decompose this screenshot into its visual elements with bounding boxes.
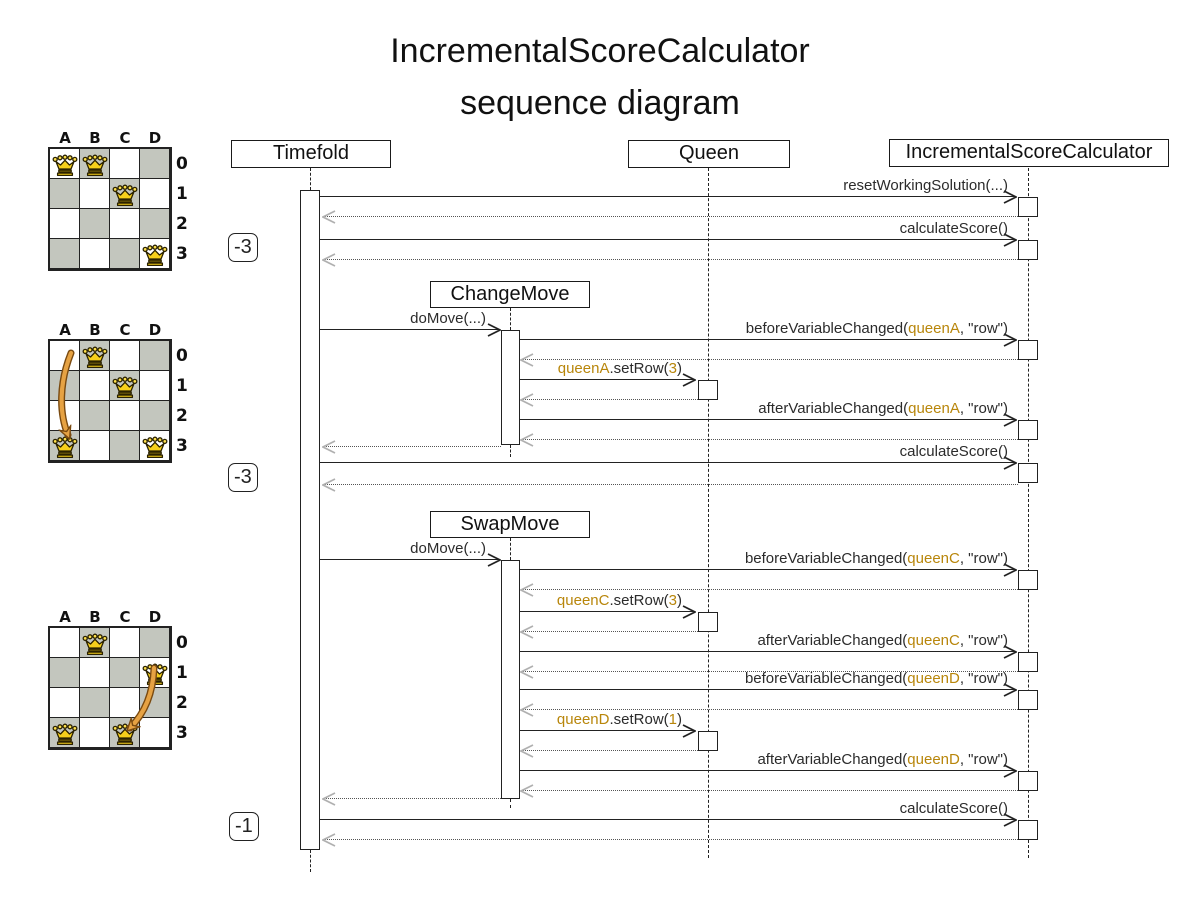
message-text: calculateScore() [899, 443, 1008, 460]
board-cell [80, 209, 110, 239]
change-move-return [324, 446, 501, 447]
message-text: , "row") [959, 550, 1008, 567]
board-row-label: 3 [176, 436, 188, 456]
isc-activation-box [1018, 197, 1038, 217]
board-column-label: A [59, 608, 71, 626]
calculate-score-3-return [324, 839, 1018, 840]
lifeline-header-timefold: Timefold [231, 140, 391, 168]
after-variable-changed-queen-a-return [522, 439, 1018, 440]
board-cell [110, 209, 140, 239]
calculate-score-1-arrow [320, 239, 1016, 240]
board-row-label: 0 [176, 633, 188, 653]
arrowhead-icon [682, 604, 696, 620]
message-text: calculateScore() [899, 220, 1008, 237]
board-row-label: 1 [176, 663, 188, 683]
board-row-label: 0 [176, 346, 188, 366]
board-cell [50, 179, 80, 209]
change-move-activation-bar [501, 330, 520, 445]
message-text: .setRow( [609, 711, 669, 728]
queen-activation-box [698, 731, 718, 751]
board-row-label: 1 [176, 184, 188, 204]
queen-icon [112, 182, 138, 208]
message-text: .setRow( [609, 592, 669, 609]
queen-activation-box [698, 612, 718, 632]
board-cell [140, 179, 170, 209]
message-text: beforeVariableChanged( [745, 320, 909, 337]
board-cell [140, 209, 170, 239]
do-move-swap-arrow [320, 559, 500, 560]
return-arrowhead-icon [322, 209, 336, 225]
board-cell [80, 239, 110, 269]
isc-activation-box [1018, 652, 1038, 672]
return-arrowhead-icon [520, 432, 534, 448]
score-badge: -1 [229, 812, 259, 841]
swap-move-lifeline [510, 538, 511, 560]
board-cell [110, 149, 140, 179]
message-text: .setRow( [609, 360, 669, 377]
after-variable-changed-queen-d-arrow [520, 770, 1016, 771]
message-text: queenC [907, 632, 960, 649]
message-text: 3 [668, 592, 677, 609]
queen-a-set-row-return [522, 399, 698, 400]
after-variable-changed-queen-d-return [522, 790, 1018, 791]
return-arrowhead-icon [520, 352, 534, 368]
queen-c-set-row-arrow [520, 611, 695, 612]
message-text: 1 [668, 711, 677, 728]
board-row-label: 2 [176, 214, 188, 234]
message-text: calculateScore() [899, 800, 1008, 817]
before-variable-changed-queen-c-arrow [520, 569, 1016, 570]
swap-move-lifeline [510, 799, 511, 808]
isc-activation-box [1018, 240, 1038, 260]
message-text: ) [677, 711, 682, 728]
message-text: queenA [557, 360, 610, 377]
queen-d-set-row-return [522, 750, 698, 751]
incremental-score-calculator-lifeline [1028, 168, 1029, 858]
isc-activation-box [1018, 340, 1038, 360]
score-badge: -3 [228, 463, 258, 492]
message-text: doMove(...) [410, 310, 486, 327]
message-text: , "row") [959, 400, 1008, 417]
after-variable-changed-queen-c-label [757, 632, 1008, 650]
queen-a-set-row-label [558, 360, 682, 378]
isc-activation-box [1018, 690, 1038, 710]
board-row-label: 2 [176, 406, 188, 426]
queen-c-set-row-label [557, 592, 682, 610]
return-arrowhead-icon [520, 624, 534, 640]
return-arrowhead-icon [322, 439, 336, 455]
return-arrowhead-icon [520, 664, 534, 680]
board-row-label: 0 [176, 154, 188, 174]
message-text: afterVariableChanged( [757, 632, 908, 649]
calculate-score-2-return [324, 484, 1018, 485]
queen-activation-box [698, 380, 718, 400]
board-column-label: C [119, 608, 131, 626]
message-text: resetWorkingSolution(...) [843, 177, 1008, 194]
board-cell [80, 179, 110, 209]
timefold-lifeline [310, 168, 311, 190]
return-arrowhead-icon [322, 791, 336, 807]
queen-a-set-row-arrow [520, 379, 695, 380]
return-arrowhead-icon [322, 252, 336, 268]
calculate-score-3-label [900, 800, 1008, 818]
queen-icon [142, 242, 168, 268]
swap-move-box: SwapMove [430, 511, 590, 538]
after-variable-changed-queen-a-label [758, 400, 1008, 418]
isc-activation-box [1018, 420, 1038, 440]
after-variable-changed-queen-a-arrow [520, 419, 1016, 420]
after-variable-changed-queen-c-arrow [520, 651, 1016, 652]
swap-move-activation-bar [501, 560, 520, 799]
isc-activation-box [1018, 771, 1038, 791]
message-text: beforeVariableChanged( [744, 670, 908, 687]
message-text: , "row") [959, 320, 1008, 337]
move-arrow-icon [50, 628, 170, 748]
before-variable-changed-queen-d-label [745, 670, 1008, 688]
calculate-score-1-return [324, 259, 1018, 260]
reset-working-solution-label [843, 177, 1008, 195]
do-move-change-label [410, 310, 486, 328]
board-column-label: B [89, 129, 101, 147]
queen-d-set-row-label [557, 711, 682, 729]
message-text: queenD [556, 711, 610, 728]
message-text: queenC [907, 550, 960, 567]
board-column-label: B [89, 608, 101, 626]
change-move-lifeline [510, 445, 511, 457]
before-variable-changed-queen-d-return [522, 709, 1018, 710]
message-text: queenD [907, 751, 960, 768]
timefold-lifeline [310, 850, 311, 872]
message-text: queenD [907, 670, 960, 687]
queen-icon [52, 152, 78, 178]
message-text: queenA [908, 400, 960, 417]
board-column-label: D [148, 608, 162, 626]
queen-lifeline [708, 168, 709, 858]
queen-c-set-row-return [522, 631, 698, 632]
board-column-label: D [148, 321, 162, 339]
lifeline-header-queen: Queen [628, 140, 790, 168]
after-variable-changed-queen-d-label [757, 751, 1008, 769]
message-text: 3 [668, 360, 677, 377]
board-column-label: C [119, 129, 131, 147]
isc-activation-box [1018, 463, 1038, 483]
before-variable-changed-queen-a-label [746, 320, 1008, 338]
isc-activation-box [1018, 820, 1038, 840]
return-arrowhead-icon [520, 783, 534, 799]
board-row-label: 3 [176, 723, 188, 743]
board-cell [50, 239, 80, 269]
message-text: afterVariableChanged( [757, 751, 908, 768]
before-variable-changed-queen-d-arrow [520, 689, 1016, 690]
diagram-title-line1: IncrementalScoreCalculator [390, 32, 810, 70]
board-column-label: A [59, 129, 71, 147]
calculate-score-2-arrow [320, 462, 1016, 463]
change-move-box: ChangeMove [430, 281, 590, 308]
board-column-label: A [59, 321, 71, 339]
board-cell [50, 209, 80, 239]
queen-icon [82, 152, 108, 178]
board-row-label: 3 [176, 244, 188, 264]
board-cell [110, 239, 140, 269]
arrowhead-icon [487, 552, 501, 568]
message-text: beforeVariableChanged( [744, 550, 908, 567]
lifeline-header-incremental-score-calculator: IncrementalScoreCalculator [889, 139, 1169, 167]
message-text: afterVariableChanged( [758, 400, 909, 417]
arrowhead-icon [682, 372, 696, 388]
timefold-activation-bar [300, 190, 320, 850]
diagram-title-line2: sequence diagram [460, 84, 740, 122]
isc-activation-box [1018, 570, 1038, 590]
board-column-label: D [148, 129, 162, 147]
change-move-lifeline [510, 308, 511, 330]
arrowhead-icon [487, 322, 501, 338]
message-text: doMove(...) [410, 540, 486, 557]
message-text: , "row") [959, 751, 1008, 768]
do-move-swap-label [410, 540, 486, 558]
return-arrowhead-icon [520, 702, 534, 718]
arrowhead-icon [682, 723, 696, 739]
board-column-label: C [119, 321, 131, 339]
message-text: , "row") [959, 670, 1008, 687]
before-variable-changed-queen-a-arrow [520, 339, 1016, 340]
board-column-label: B [89, 321, 101, 339]
calculate-score-3-arrow [320, 819, 1016, 820]
board-cell [140, 149, 170, 179]
message-text: queenA [908, 320, 960, 337]
before-variable-changed-queen-c-return [522, 589, 1018, 590]
message-text: ) [677, 360, 682, 377]
swap-move-return [324, 798, 501, 799]
reset-working-solution-arrow [320, 196, 1016, 197]
return-arrowhead-icon [322, 477, 336, 493]
score-badge: -3 [228, 233, 258, 262]
reset-working-solution-return [324, 216, 1018, 217]
calculate-score-2-label [900, 443, 1008, 461]
do-move-change-arrow [320, 329, 500, 330]
move-arrow-icon [50, 341, 170, 461]
calculate-score-1-label [900, 220, 1008, 238]
board-row-label: 1 [176, 376, 188, 396]
message-text: ) [677, 592, 682, 609]
return-arrowhead-icon [322, 832, 336, 848]
message-text: queenC [556, 592, 610, 609]
return-arrowhead-icon [520, 392, 534, 408]
message-text: , "row") [959, 632, 1008, 649]
board-row-label: 2 [176, 693, 188, 713]
return-arrowhead-icon [520, 743, 534, 759]
before-variable-changed-queen-c-label [745, 550, 1008, 568]
return-arrowhead-icon [520, 582, 534, 598]
queen-d-set-row-arrow [520, 730, 695, 731]
